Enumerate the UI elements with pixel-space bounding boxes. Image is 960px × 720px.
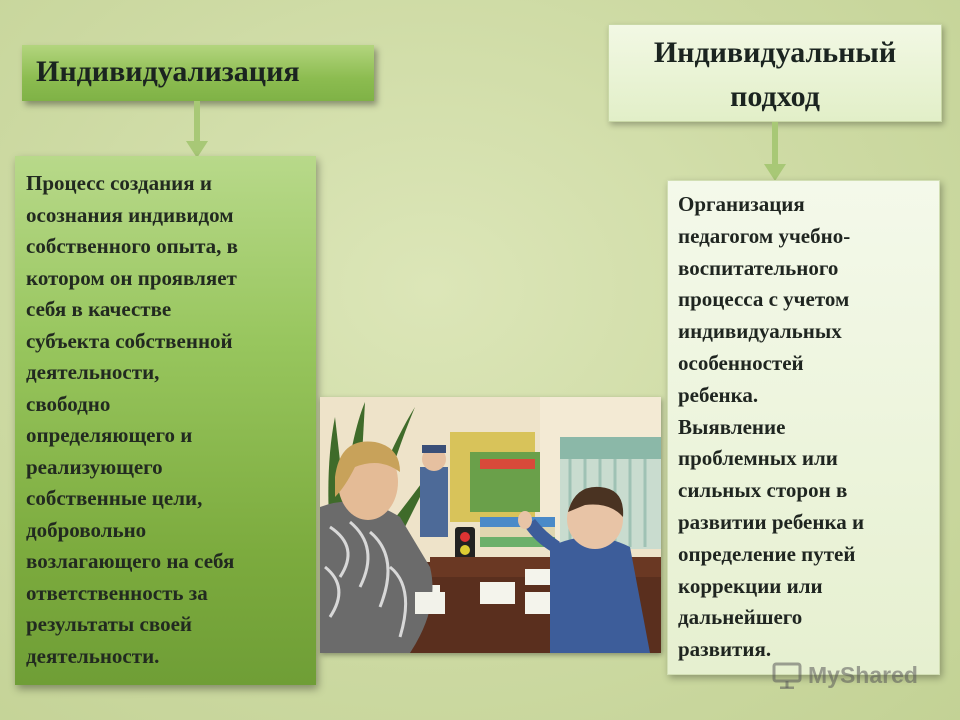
left-text-line: реализующего [26,454,163,479]
left-text-line: определяющего и [26,423,193,447]
right-text-line: проблемных или [678,446,838,471]
right-down-arrow-icon [762,122,788,182]
right-text-line: Организация [678,192,805,216]
right-text-line: сильных сторон в [678,478,848,503]
left-text-line: возлагающего на себя [26,549,235,573]
left-text-line: свободно [26,391,111,416]
left-text-line: Процесс создания и [26,171,212,195]
left-text-line: результаты своей [26,612,192,636]
left-down-arrow-icon [184,101,210,159]
left-definition-panel [15,156,316,685]
right-text-line: дальнейшего [678,605,803,630]
left-text-line: деятельности, [26,360,160,384]
presentation-icon [772,661,802,689]
right-text-line: педагогом учебно- [678,223,851,248]
left-text-line: осознания индивидом [26,202,234,227]
right-text-line: развитии ребенка и [678,509,865,534]
right-text-line: особенностей [678,350,804,375]
right-definition-panel [667,180,940,675]
left-text-line: котором он проявляет [26,265,237,290]
left-text-line: собственные цели, [26,486,203,510]
left-title: Индивидуализация [36,55,300,88]
left-title-box [22,45,374,101]
right-text-line: воспитательного [678,255,839,280]
right-title-line2: подход [730,80,820,113]
left-text-line: субъекта собственной [26,328,233,353]
watermark [772,660,932,690]
watermark-text: MyShared [808,661,918,688]
classroom-photo-illustration [320,397,661,653]
right-text-line: процесса с учетом [678,287,850,312]
left-text-line: деятельности. [26,643,160,668]
right-title-line1: Индивидуальный [653,36,897,69]
right-text-line: ребенка. [678,382,759,407]
left-text-line: себя в качестве [26,297,172,321]
left-text-line: ответственность за [26,580,208,605]
right-text-line: коррекции или [678,573,823,598]
right-text-line: развития. [678,637,772,662]
classroom-photo [320,397,661,653]
left-text-line: добровольно [26,517,147,542]
right-text-line: определение путей [678,541,856,566]
left-text-line: собственного опыта, в [26,234,238,258]
right-title-box [608,24,942,122]
right-text-line: индивидуальных [678,319,842,344]
right-text-line: Выявление [678,414,786,439]
